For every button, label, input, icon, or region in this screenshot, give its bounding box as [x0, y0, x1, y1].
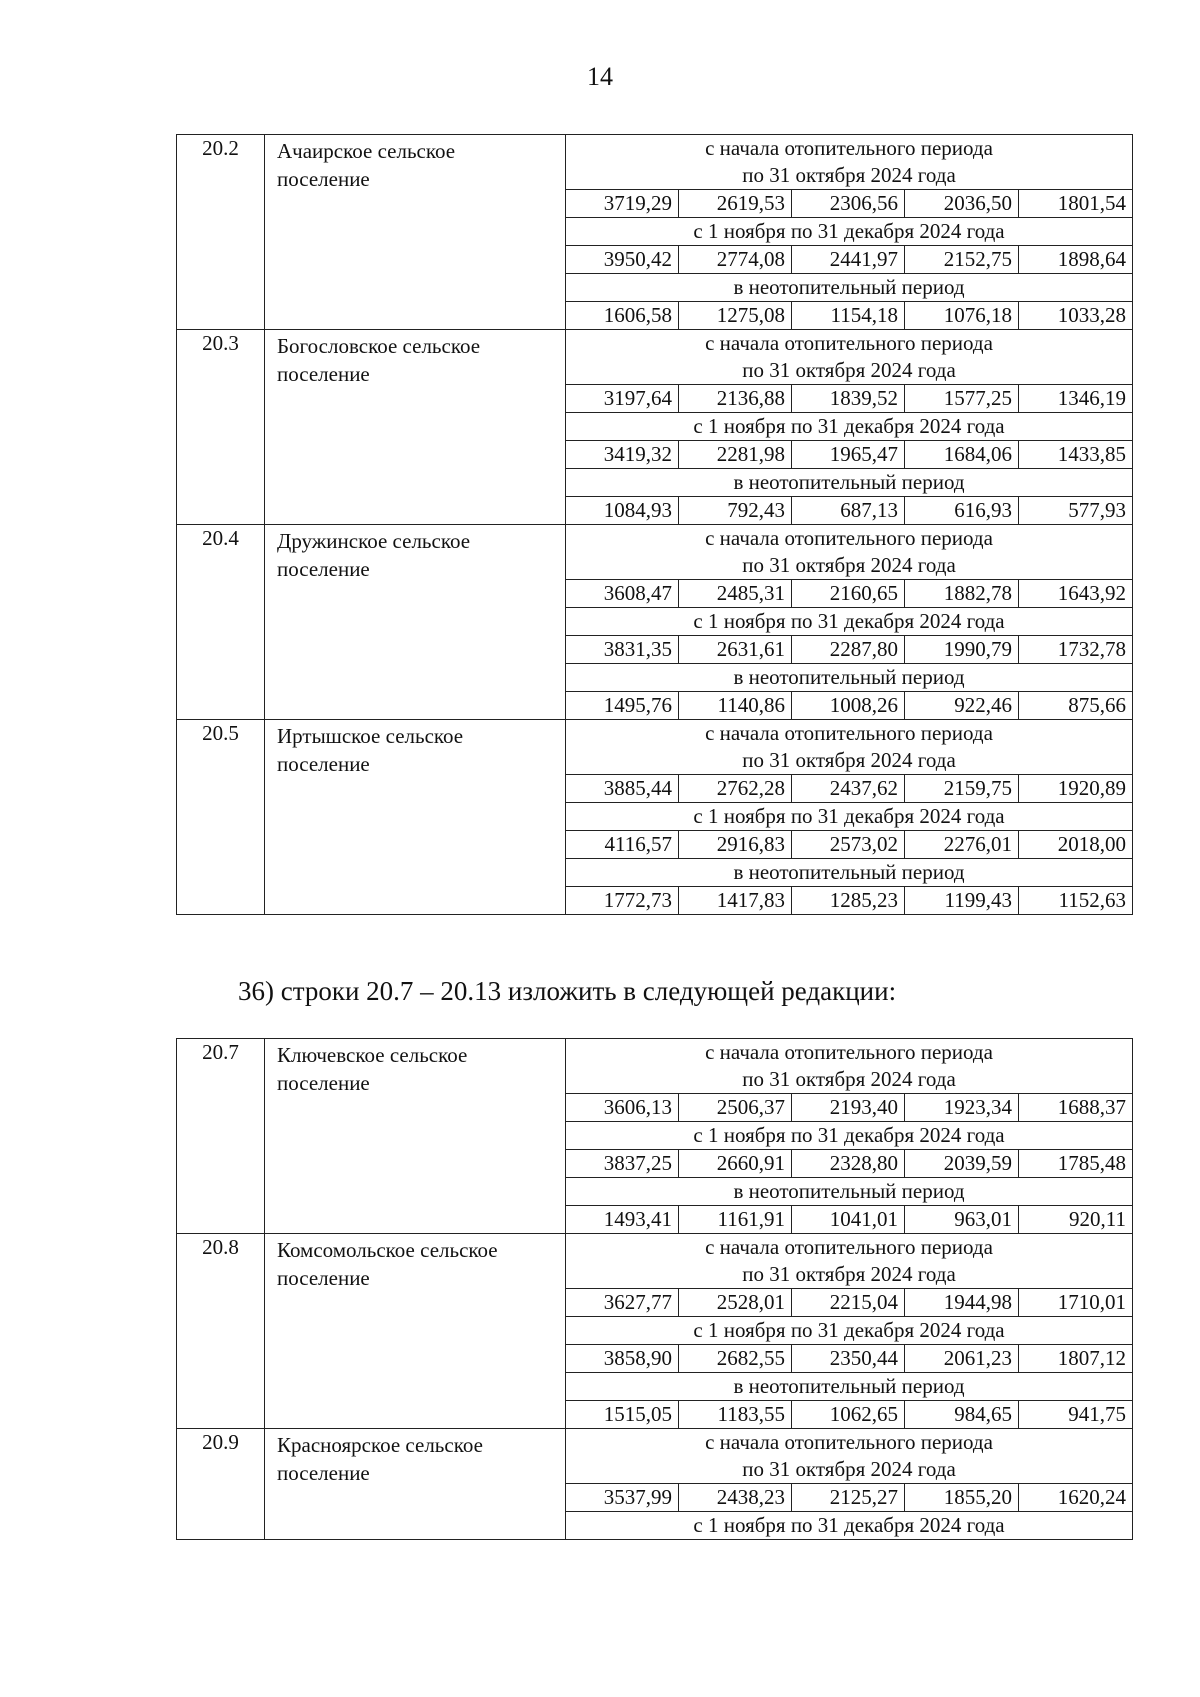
settlement-name-line: поселение — [277, 362, 370, 386]
tariff-value: 3606,13 — [566, 1094, 679, 1122]
tariff-value: 1688,37 — [1019, 1094, 1133, 1122]
page-number: 14 — [587, 62, 613, 91]
row-number: 20.5 — [177, 720, 265, 915]
settlement-name-line: поселение — [277, 1266, 370, 1290]
tariff-value: 3831,35 — [566, 636, 679, 664]
period-label: в неотопительный период — [566, 1178, 1133, 1206]
settlement-name-line: Богословское сельское — [277, 334, 481, 358]
tariff-value: 1199,43 — [905, 887, 1019, 915]
tariff-value: 3537,99 — [566, 1484, 679, 1512]
table-row-period — [177, 720, 1133, 775]
tariff-value: 1772,73 — [566, 887, 679, 915]
tariff-value: 1152,63 — [1019, 887, 1133, 915]
tariff-value: 1084,93 — [566, 497, 679, 525]
tariff-value: 1161,91 — [679, 1206, 792, 1234]
tariff-value: 2287,80 — [792, 636, 905, 664]
tariff-value: 1285,23 — [792, 887, 905, 915]
tariff-value: 2018,00 — [1019, 831, 1133, 859]
period-label-line: по 31 октября 2024 года — [742, 1067, 956, 1091]
settlement-name-line: Ключевское сельское — [277, 1043, 468, 1067]
tariff-value: 922,46 — [905, 692, 1019, 720]
tariff-value: 1041,01 — [792, 1206, 905, 1234]
period-label — [566, 1429, 1133, 1484]
settlement-name-line: поселение — [277, 1461, 370, 1485]
tariff-value: 2916,83 — [679, 831, 792, 859]
period-label-line: с начала отопительного периода — [705, 1430, 993, 1454]
period-label: в неотопительный период — [566, 664, 1133, 692]
tariff-value: 2774,08 — [679, 246, 792, 274]
period-label-line: по 31 октября 2024 года — [742, 748, 956, 772]
tariff-value: 3858,90 — [566, 1345, 679, 1373]
tariff-value: 1515,05 — [566, 1401, 679, 1429]
tariff-value: 1990,79 — [905, 636, 1019, 664]
row-number: 20.8 — [177, 1234, 265, 1429]
period-label: с 1 ноября по 31 декабря 2024 года — [566, 413, 1133, 441]
table-row-period — [177, 1039, 1133, 1094]
tariff-value: 3885,44 — [566, 775, 679, 803]
tariff-value: 1801,54 — [1019, 190, 1133, 218]
tariff-value: 1920,89 — [1019, 775, 1133, 803]
period-label: с 1 ноября по 31 декабря 2024 года — [566, 218, 1133, 246]
tariff-value: 1923,34 — [905, 1094, 1019, 1122]
settlement-name-line: Иртышское сельское — [277, 724, 464, 748]
tariff-value: 2437,62 — [792, 775, 905, 803]
settlement-name — [265, 330, 566, 525]
tariff-value: 3419,32 — [566, 441, 679, 469]
tariff-value: 3719,29 — [566, 190, 679, 218]
period-label: с 1 ноября по 31 декабря 2024 года — [566, 1122, 1133, 1150]
tariff-value: 2125,27 — [792, 1484, 905, 1512]
settlement-name — [265, 525, 566, 720]
tariff-value: 1944,98 — [905, 1289, 1019, 1317]
tariff-value: 2682,55 — [679, 1345, 792, 1373]
period-label: в неотопительный период — [566, 274, 1133, 302]
settlement-name — [265, 1429, 566, 1540]
section-heading: 36) строки 20.7 – 20.13 изложить в следующей редакции: — [238, 976, 897, 1006]
period-label: в неотопительный период — [566, 1373, 1133, 1401]
period-label-line: по 31 октября 2024 года — [742, 553, 956, 577]
period-label-line: с начала отопительного периода — [705, 1235, 993, 1259]
tariff-value: 2328,80 — [792, 1150, 905, 1178]
period-label — [566, 135, 1133, 190]
row-number: 20.3 — [177, 330, 265, 525]
tariff-value: 941,75 — [1019, 1401, 1133, 1429]
settlement-name-line: Дружинское сельское — [277, 529, 471, 553]
tariff-value: 2350,44 — [792, 1345, 905, 1373]
row-number: 20.7 — [177, 1039, 265, 1234]
tariff-value: 1033,28 — [1019, 302, 1133, 330]
period-label-line: по 31 октября 2024 года — [742, 163, 956, 187]
tariff-value: 1433,85 — [1019, 441, 1133, 469]
tariff-value: 2039,59 — [905, 1150, 1019, 1178]
settlement-name-line: поселение — [277, 1071, 370, 1095]
tariff-value: 1839,52 — [792, 385, 905, 413]
tariff-value: 2506,37 — [679, 1094, 792, 1122]
tariff-value: 2193,40 — [792, 1094, 905, 1122]
tariff-value: 3627,77 — [566, 1289, 679, 1317]
settlement-name-line: Комсомольское сельское — [277, 1238, 498, 1262]
tariff-value: 1785,48 — [1019, 1150, 1133, 1178]
tariff-value: 616,93 — [905, 497, 1019, 525]
period-label-line: по 31 октября 2024 года — [742, 1262, 956, 1286]
table-row-period — [177, 1234, 1133, 1289]
tariff-value: 3608,47 — [566, 580, 679, 608]
period-label: с 1 ноября по 31 декабря 2024 года — [566, 1512, 1133, 1540]
tariff-value: 2160,65 — [792, 580, 905, 608]
tariff-value: 2441,97 — [792, 246, 905, 274]
row-number: 20.2 — [177, 135, 265, 330]
tariff-value: 2281,98 — [679, 441, 792, 469]
tariff-value: 1807,12 — [1019, 1345, 1133, 1373]
table-row-period — [177, 330, 1133, 385]
tariff-value: 1710,01 — [1019, 1289, 1133, 1317]
tariff-value: 875,66 — [1019, 692, 1133, 720]
tariff-value: 687,13 — [792, 497, 905, 525]
tariff-value: 1643,92 — [1019, 580, 1133, 608]
tariff-value: 2276,01 — [905, 831, 1019, 859]
table-row-period — [177, 135, 1133, 190]
tariff-value: 963,01 — [905, 1206, 1019, 1234]
settlement-name — [265, 720, 566, 915]
table-row-period — [177, 1429, 1133, 1484]
tariff-value: 1062,65 — [792, 1401, 905, 1429]
tariff-value: 1154,18 — [792, 302, 905, 330]
period-label-line: по 31 октября 2024 года — [742, 358, 956, 382]
tariff-value: 577,93 — [1019, 497, 1133, 525]
tariff-value: 1417,83 — [679, 887, 792, 915]
settlement-name-line: Ачаирское сельское — [277, 139, 456, 163]
period-label — [566, 1039, 1133, 1094]
tariff-value: 1493,41 — [566, 1206, 679, 1234]
tariff-value: 1140,86 — [679, 692, 792, 720]
tariff-value: 2036,50 — [905, 190, 1019, 218]
table-row-period — [177, 525, 1133, 580]
tariff-value: 1684,06 — [905, 441, 1019, 469]
tariff-value: 3837,25 — [566, 1150, 679, 1178]
tariff-value: 2306,56 — [792, 190, 905, 218]
period-label — [566, 720, 1133, 775]
tariff-value: 1346,19 — [1019, 385, 1133, 413]
period-label — [566, 330, 1133, 385]
tariff-value: 2619,53 — [679, 190, 792, 218]
tariff-value: 1606,58 — [566, 302, 679, 330]
period-label: с 1 ноября по 31 декабря 2024 года — [566, 803, 1133, 831]
tariff-value: 2438,23 — [679, 1484, 792, 1512]
tariff-value: 1495,76 — [566, 692, 679, 720]
tariff-value: 2215,04 — [792, 1289, 905, 1317]
tariff-value: 1882,78 — [905, 580, 1019, 608]
period-label-line: по 31 октября 2024 года — [742, 1457, 956, 1481]
tariff-value: 2485,31 — [679, 580, 792, 608]
period-label — [566, 1234, 1133, 1289]
settlement-name-line: поселение — [277, 752, 370, 776]
tariff-value: 2631,61 — [679, 636, 792, 664]
period-label-line: с начала отопительного периода — [705, 526, 993, 550]
tariff-value: 1008,26 — [792, 692, 905, 720]
period-label-line: с начала отопительного периода — [705, 721, 993, 745]
tariff-value: 2136,88 — [679, 385, 792, 413]
tariff-value: 984,65 — [905, 1401, 1019, 1429]
period-label-line: с начала отопительного периода — [705, 1040, 993, 1064]
tariff-value: 2762,28 — [679, 775, 792, 803]
tariff-value: 3950,42 — [566, 246, 679, 274]
tariff-value: 2159,75 — [905, 775, 1019, 803]
period-label: с 1 ноября по 31 декабря 2024 года — [566, 1317, 1133, 1345]
tariff-value: 1183,55 — [679, 1401, 792, 1429]
tariff-value: 2573,02 — [792, 831, 905, 859]
tariff-table-1 — [176, 134, 1133, 915]
tariff-value: 1855,20 — [905, 1484, 1019, 1512]
period-label — [566, 525, 1133, 580]
tariff-value: 1275,08 — [679, 302, 792, 330]
tariff-value: 1076,18 — [905, 302, 1019, 330]
tariff-value: 1965,47 — [792, 441, 905, 469]
tariff-value: 1898,64 — [1019, 246, 1133, 274]
tariff-value: 3197,64 — [566, 385, 679, 413]
tariff-value: 792,43 — [679, 497, 792, 525]
tariff-value: 1620,24 — [1019, 1484, 1133, 1512]
settlement-name-line: поселение — [277, 557, 370, 581]
row-number: 20.9 — [177, 1429, 265, 1540]
tariff-value: 2152,75 — [905, 246, 1019, 274]
settlement-name — [265, 135, 566, 330]
tariff-value: 2528,01 — [679, 1289, 792, 1317]
settlement-name — [265, 1039, 566, 1234]
tariff-value: 1577,25 — [905, 385, 1019, 413]
settlement-name-line: Красноярское сельское — [277, 1433, 483, 1457]
row-number: 20.4 — [177, 525, 265, 720]
tariff-value: 920,11 — [1019, 1206, 1133, 1234]
settlement-name-line: поселение — [277, 167, 370, 191]
period-label: с 1 ноября по 31 декабря 2024 года — [566, 608, 1133, 636]
settlement-name — [265, 1234, 566, 1429]
tariff-value: 1732,78 — [1019, 636, 1133, 664]
period-label-line: с начала отопительного периода — [705, 331, 993, 355]
period-label-line: с начала отопительного периода — [705, 136, 993, 160]
period-label: в неотопительный период — [566, 469, 1133, 497]
tariff-value: 4116,57 — [566, 831, 679, 859]
tariff-value: 2061,23 — [905, 1345, 1019, 1373]
tariff-value: 2660,91 — [679, 1150, 792, 1178]
period-label: в неотопительный период — [566, 859, 1133, 887]
tariff-table-2 — [176, 1038, 1133, 1540]
